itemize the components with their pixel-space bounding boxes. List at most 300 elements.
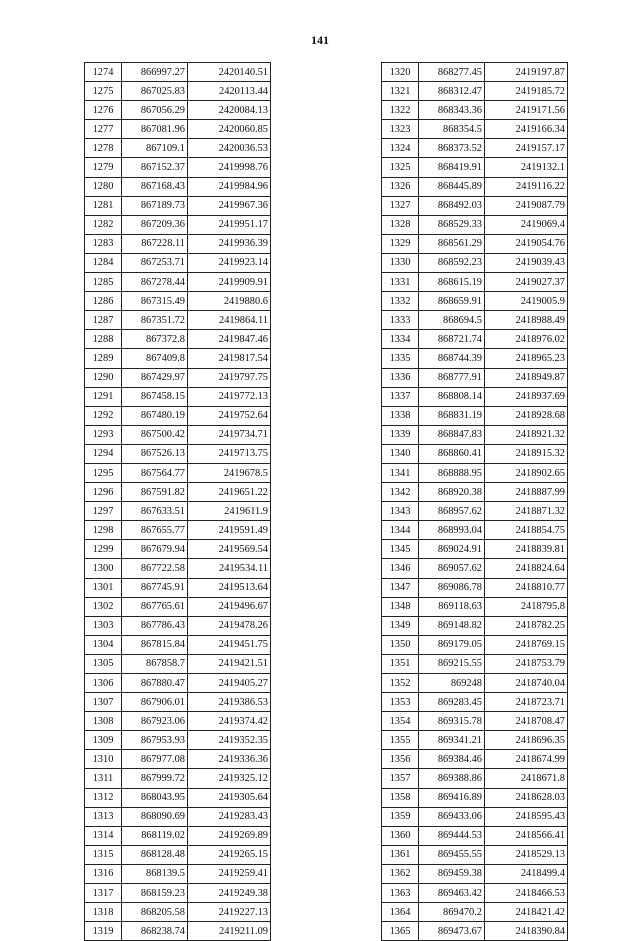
- x-coordinate-cell: 869057.62: [419, 559, 485, 578]
- point-number-cell: 1355: [382, 731, 419, 750]
- table-row: [382, 158, 568, 177]
- table-row: [85, 769, 271, 788]
- point-number-cell: 1331: [382, 273, 419, 292]
- table-row: [85, 654, 271, 673]
- table-row: [85, 884, 271, 903]
- x-coordinate-cell: 868561.29: [419, 234, 485, 253]
- x-coordinate-cell: 868744.39: [419, 349, 485, 368]
- table-row: [382, 101, 568, 120]
- table-row: [382, 807, 568, 826]
- point-number-cell: 1362: [382, 864, 419, 883]
- point-number-cell: 1339: [382, 425, 419, 444]
- x-coordinate-cell: 867315.49: [122, 292, 188, 311]
- table-row: [382, 425, 568, 444]
- point-number-cell: 1315: [85, 845, 122, 864]
- point-number-cell: 1332: [382, 292, 419, 311]
- x-coordinate-cell: 869388.86: [419, 769, 485, 788]
- table-row: [85, 234, 271, 253]
- table-row: [85, 425, 271, 444]
- table-row: [85, 82, 271, 101]
- point-number-cell: 1334: [382, 330, 419, 349]
- x-coordinate-cell: 868888.95: [419, 463, 485, 482]
- x-coordinate-cell: 868419.91: [419, 158, 485, 177]
- table-row: [382, 540, 568, 559]
- point-number-cell: 1309: [85, 731, 122, 750]
- y-coordinate-cell: 2418976.02: [485, 330, 568, 349]
- point-number-cell: 1322: [382, 101, 419, 120]
- table-row: [85, 463, 271, 482]
- x-coordinate-cell: 868694.5: [419, 311, 485, 330]
- x-coordinate-cell: 867458.15: [122, 387, 188, 406]
- table-row: [85, 139, 271, 158]
- table-row: [85, 253, 271, 272]
- point-number-cell: 1296: [85, 483, 122, 502]
- table-row: [85, 807, 271, 826]
- y-coordinate-cell: 2418887.99: [485, 483, 568, 502]
- x-coordinate-cell: 867564.77: [122, 463, 188, 482]
- table-row: [85, 712, 271, 731]
- y-coordinate-cell: 2419157.17: [485, 139, 568, 158]
- y-coordinate-cell: 2419421.51: [188, 654, 271, 673]
- table-row: [382, 731, 568, 750]
- table-row: [85, 349, 271, 368]
- x-coordinate-cell: 868529.33: [419, 215, 485, 234]
- point-number-cell: 1276: [85, 101, 122, 120]
- y-coordinate-cell: 2419325.12: [188, 769, 271, 788]
- point-number-cell: 1275: [85, 82, 122, 101]
- point-number-cell: 1343: [382, 502, 419, 521]
- table-row: [382, 845, 568, 864]
- table-row: [382, 769, 568, 788]
- point-number-cell: 1327: [382, 196, 419, 215]
- x-coordinate-cell: 869248: [419, 674, 485, 693]
- table-row: [382, 196, 568, 215]
- x-coordinate-cell: 867858.7: [122, 654, 188, 673]
- table-row: [85, 483, 271, 502]
- y-coordinate-cell: 2419283.43: [188, 807, 271, 826]
- table-row: [382, 559, 568, 578]
- x-coordinate-cell: 868957.62: [419, 502, 485, 521]
- x-coordinate-cell: 867056.29: [122, 101, 188, 120]
- x-coordinate-cell: 867228.11: [122, 234, 188, 253]
- x-coordinate-cell: 867253.71: [122, 253, 188, 272]
- table-row: [85, 750, 271, 769]
- table-row: [382, 253, 568, 272]
- y-coordinate-cell: 2419386.53: [188, 693, 271, 712]
- y-coordinate-cell: 2419249.38: [188, 884, 271, 903]
- point-number-cell: 1293: [85, 425, 122, 444]
- y-coordinate-cell: 2420036.53: [188, 139, 271, 158]
- y-coordinate-cell: 2418595.43: [485, 807, 568, 826]
- x-coordinate-cell: 866997.27: [122, 63, 188, 82]
- point-number-cell: 1301: [85, 578, 122, 597]
- x-coordinate-cell: 867500.42: [122, 425, 188, 444]
- table-row: [382, 273, 568, 292]
- y-coordinate-cell: 2419069.4: [485, 215, 568, 234]
- x-coordinate-cell: 869148.82: [419, 616, 485, 635]
- point-number-cell: 1358: [382, 788, 419, 807]
- point-number-cell: 1308: [85, 712, 122, 731]
- point-number-cell: 1306: [85, 674, 122, 693]
- y-coordinate-cell: 2418529.13: [485, 845, 568, 864]
- x-coordinate-cell: 867880.47: [122, 674, 188, 693]
- point-number-cell: 1350: [382, 635, 419, 654]
- table-row: [382, 368, 568, 387]
- y-coordinate-cell: 2419678.5: [188, 463, 271, 482]
- y-coordinate-cell: 2419909.91: [188, 273, 271, 292]
- y-coordinate-cell: 2419132.1: [485, 158, 568, 177]
- x-coordinate-cell: 869086.78: [419, 578, 485, 597]
- y-coordinate-cell: 2419880.6: [188, 292, 271, 311]
- point-number-cell: 1360: [382, 826, 419, 845]
- y-coordinate-cell: 2419817.54: [188, 349, 271, 368]
- y-coordinate-cell: 2418466.53: [485, 884, 568, 903]
- point-number-cell: 1363: [382, 884, 419, 903]
- x-coordinate-cell: 869215.55: [419, 654, 485, 673]
- y-coordinate-cell: 2419039.43: [485, 253, 568, 272]
- x-coordinate-cell: 867745.91: [122, 578, 188, 597]
- x-coordinate-cell: 868373.52: [419, 139, 485, 158]
- x-coordinate-cell: 869473.67: [419, 922, 485, 941]
- table-row: [85, 502, 271, 521]
- y-coordinate-cell: 2420060.85: [188, 120, 271, 139]
- table-row: [85, 616, 271, 635]
- table-row: [85, 120, 271, 139]
- x-coordinate-cell: 868445.89: [419, 177, 485, 196]
- x-coordinate-cell: 869444.53: [419, 826, 485, 845]
- table-row: [382, 712, 568, 731]
- y-coordinate-cell: 2419166.34: [485, 120, 568, 139]
- y-coordinate-cell: 2419352.35: [188, 731, 271, 750]
- point-number-cell: 1361: [382, 845, 419, 864]
- y-coordinate-cell: 2418949.87: [485, 368, 568, 387]
- point-number-cell: 1365: [382, 922, 419, 941]
- point-number-cell: 1311: [85, 769, 122, 788]
- point-number-cell: 1305: [85, 654, 122, 673]
- point-number-cell: 1354: [382, 712, 419, 731]
- x-coordinate-cell: 869470.2: [419, 903, 485, 922]
- point-number-cell: 1304: [85, 635, 122, 654]
- y-coordinate-cell: 2419713.75: [188, 444, 271, 463]
- x-coordinate-cell: 867189.73: [122, 196, 188, 215]
- y-coordinate-cell: 2418871.32: [485, 502, 568, 521]
- y-coordinate-cell: 2420140.51: [188, 63, 271, 82]
- x-coordinate-cell: 867209.36: [122, 215, 188, 234]
- x-coordinate-cell: 868238.74: [122, 922, 188, 941]
- table-row: [85, 444, 271, 463]
- point-number-cell: 1295: [85, 463, 122, 482]
- y-coordinate-cell: 2418674.99: [485, 750, 568, 769]
- table-row: [85, 731, 271, 750]
- table-row: [85, 903, 271, 922]
- x-coordinate-cell: 869463.42: [419, 884, 485, 903]
- point-number-cell: 1279: [85, 158, 122, 177]
- point-number-cell: 1287: [85, 311, 122, 330]
- x-coordinate-cell: 868277.45: [419, 63, 485, 82]
- y-coordinate-cell: 2419197.87: [485, 63, 568, 82]
- x-coordinate-cell: 867923.06: [122, 712, 188, 731]
- table-row: [382, 330, 568, 349]
- point-number-cell: 1341: [382, 463, 419, 482]
- x-coordinate-cell: 867765.61: [122, 597, 188, 616]
- x-coordinate-cell: 867906.01: [122, 693, 188, 712]
- point-number-cell: 1325: [382, 158, 419, 177]
- point-number-cell: 1291: [85, 387, 122, 406]
- table-row: [85, 826, 271, 845]
- y-coordinate-cell: 2418824.64: [485, 559, 568, 578]
- table-row: [85, 597, 271, 616]
- x-coordinate-cell: 868119.02: [122, 826, 188, 845]
- table-row: [382, 750, 568, 769]
- table-row: [382, 387, 568, 406]
- y-coordinate-cell: 2419998.76: [188, 158, 271, 177]
- y-coordinate-cell: 2419734.71: [188, 425, 271, 444]
- x-coordinate-cell: 868312.47: [419, 82, 485, 101]
- y-coordinate-cell: 2418753.79: [485, 654, 568, 673]
- point-number-cell: 1300: [85, 559, 122, 578]
- x-coordinate-cell: 867999.72: [122, 769, 188, 788]
- table-row: [85, 864, 271, 883]
- table-row: [382, 63, 568, 82]
- point-number-cell: 1316: [85, 864, 122, 883]
- table-row: [382, 234, 568, 253]
- y-coordinate-cell: 2419269.89: [188, 826, 271, 845]
- x-coordinate-cell: 867953.93: [122, 731, 188, 750]
- y-coordinate-cell: 2419405.27: [188, 674, 271, 693]
- coordinate-table-right: [381, 62, 568, 941]
- x-coordinate-cell: 867168.43: [122, 177, 188, 196]
- point-number-cell: 1292: [85, 406, 122, 425]
- point-number-cell: 1338: [382, 406, 419, 425]
- point-number-cell: 1323: [382, 120, 419, 139]
- x-coordinate-cell: 868860.41: [419, 444, 485, 463]
- table-row: [382, 139, 568, 158]
- x-coordinate-cell: 868808.14: [419, 387, 485, 406]
- point-number-cell: 1335: [382, 349, 419, 368]
- table-row: [85, 521, 271, 540]
- table-row: [382, 597, 568, 616]
- page-number: 141: [311, 33, 329, 47]
- table-row: [382, 82, 568, 101]
- y-coordinate-cell: 2420113.44: [188, 82, 271, 101]
- table-row: [382, 177, 568, 196]
- table-row: [85, 158, 271, 177]
- y-coordinate-cell: 2418839.81: [485, 540, 568, 559]
- x-coordinate-cell: 867109.1: [122, 139, 188, 158]
- table-row: [382, 406, 568, 425]
- point-number-cell: 1333: [382, 311, 419, 330]
- table-row: [382, 616, 568, 635]
- point-number-cell: 1329: [382, 234, 419, 253]
- table-row: [85, 578, 271, 597]
- point-number-cell: 1286: [85, 292, 122, 311]
- point-number-cell: 1307: [85, 693, 122, 712]
- table-row: [382, 578, 568, 597]
- x-coordinate-cell: 867081.96: [122, 120, 188, 139]
- y-coordinate-cell: 2419054.76: [485, 234, 568, 253]
- y-coordinate-cell: 2419984.96: [188, 177, 271, 196]
- point-number-cell: 1340: [382, 444, 419, 463]
- point-number-cell: 1313: [85, 807, 122, 826]
- table-row: [85, 559, 271, 578]
- point-number-cell: 1357: [382, 769, 419, 788]
- y-coordinate-cell: 2418708.47: [485, 712, 568, 731]
- x-coordinate-cell: 867786.43: [122, 616, 188, 635]
- x-coordinate-cell: 869384.46: [419, 750, 485, 769]
- y-coordinate-cell: 2419211.09: [188, 922, 271, 941]
- table-row: [382, 120, 568, 139]
- y-coordinate-cell: 2418902.65: [485, 463, 568, 482]
- coordinate-table-left: [84, 62, 271, 941]
- point-number-cell: 1342: [382, 483, 419, 502]
- point-number-cell: 1288: [85, 330, 122, 349]
- point-number-cell: 1281: [85, 196, 122, 215]
- y-coordinate-cell: 2419265.15: [188, 845, 271, 864]
- y-coordinate-cell: 2418928.68: [485, 406, 568, 425]
- table-row: [382, 483, 568, 502]
- point-number-cell: 1312: [85, 788, 122, 807]
- y-coordinate-cell: 2418769.15: [485, 635, 568, 654]
- x-coordinate-cell: 867655.77: [122, 521, 188, 540]
- y-coordinate-cell: 2419752.64: [188, 406, 271, 425]
- point-number-cell: 1317: [85, 884, 122, 903]
- y-coordinate-cell: 2419259.41: [188, 864, 271, 883]
- y-coordinate-cell: 2419936.39: [188, 234, 271, 253]
- table-row: [85, 368, 271, 387]
- x-coordinate-cell: 869341.21: [419, 731, 485, 750]
- table-row: [85, 63, 271, 82]
- y-coordinate-cell: 2420084.13: [188, 101, 271, 120]
- x-coordinate-cell: 867429.97: [122, 368, 188, 387]
- table-row: [382, 215, 568, 234]
- y-coordinate-cell: 2418723.71: [485, 693, 568, 712]
- table-row: [85, 196, 271, 215]
- table-row: [382, 693, 568, 712]
- table-row: [85, 845, 271, 864]
- x-coordinate-cell: 868043.95: [122, 788, 188, 807]
- x-coordinate-cell: 867722.58: [122, 559, 188, 578]
- x-coordinate-cell: 867526.13: [122, 444, 188, 463]
- table-row: [85, 101, 271, 120]
- point-number-cell: 1330: [382, 253, 419, 272]
- point-number-cell: 1303: [85, 616, 122, 635]
- x-coordinate-cell: 867977.08: [122, 750, 188, 769]
- y-coordinate-cell: 2418421.42: [485, 903, 568, 922]
- point-number-cell: 1310: [85, 750, 122, 769]
- y-coordinate-cell: 2418915.32: [485, 444, 568, 463]
- y-coordinate-cell: 2418854.75: [485, 521, 568, 540]
- y-coordinate-cell: 2419534.11: [188, 559, 271, 578]
- x-coordinate-cell: 869416.89: [419, 788, 485, 807]
- table-row: [85, 273, 271, 292]
- point-number-cell: 1346: [382, 559, 419, 578]
- y-coordinate-cell: 2419305.64: [188, 788, 271, 807]
- x-coordinate-cell: 869455.55: [419, 845, 485, 864]
- table-row: [382, 502, 568, 521]
- table-row: [382, 349, 568, 368]
- point-number-cell: 1351: [382, 654, 419, 673]
- point-number-cell: 1352: [382, 674, 419, 693]
- x-coordinate-cell: 867480.19: [122, 406, 188, 425]
- point-number-cell: 1297: [85, 502, 122, 521]
- y-coordinate-cell: 2419227.13: [188, 903, 271, 922]
- table-row: [85, 177, 271, 196]
- x-coordinate-cell: 868592.23: [419, 253, 485, 272]
- point-number-cell: 1298: [85, 521, 122, 540]
- y-coordinate-cell: 2418965.23: [485, 349, 568, 368]
- point-number-cell: 1277: [85, 120, 122, 139]
- table-row: [85, 540, 271, 559]
- x-coordinate-cell: 868721.74: [419, 330, 485, 349]
- y-coordinate-cell: 2419923.14: [188, 253, 271, 272]
- x-coordinate-cell: 868993.04: [419, 521, 485, 540]
- point-number-cell: 1345: [382, 540, 419, 559]
- point-number-cell: 1344: [382, 521, 419, 540]
- y-coordinate-cell: 2418782.25: [485, 616, 568, 635]
- x-coordinate-cell: 868128.48: [122, 845, 188, 864]
- table-row: [85, 311, 271, 330]
- y-coordinate-cell: 2419569.54: [188, 540, 271, 559]
- x-coordinate-cell: 867278.44: [122, 273, 188, 292]
- point-number-cell: 1336: [382, 368, 419, 387]
- point-number-cell: 1324: [382, 139, 419, 158]
- x-coordinate-cell: 867025.83: [122, 82, 188, 101]
- x-coordinate-cell: 868777.91: [419, 368, 485, 387]
- x-coordinate-cell: 867679.94: [122, 540, 188, 559]
- y-coordinate-cell: 2418628.03: [485, 788, 568, 807]
- x-coordinate-cell: 869283.45: [419, 693, 485, 712]
- x-coordinate-cell: 868831.19: [419, 406, 485, 425]
- table-row: [85, 330, 271, 349]
- y-coordinate-cell: 2419478.26: [188, 616, 271, 635]
- x-coordinate-cell: 868139.5: [122, 864, 188, 883]
- point-number-cell: 1347: [382, 578, 419, 597]
- y-coordinate-cell: 2418671.8: [485, 769, 568, 788]
- point-number-cell: 1353: [382, 693, 419, 712]
- point-number-cell: 1290: [85, 368, 122, 387]
- table-row: [382, 674, 568, 693]
- x-coordinate-cell: 869459.38: [419, 864, 485, 883]
- x-coordinate-cell: 867633.51: [122, 502, 188, 521]
- point-number-cell: 1280: [85, 177, 122, 196]
- y-coordinate-cell: 2419797.75: [188, 368, 271, 387]
- x-coordinate-cell: 867152.37: [122, 158, 188, 177]
- table-row: [85, 674, 271, 693]
- point-number-cell: 1356: [382, 750, 419, 769]
- table-row: [382, 826, 568, 845]
- x-coordinate-cell: 867815.84: [122, 635, 188, 654]
- point-number-cell: 1289: [85, 349, 122, 368]
- table-row: [382, 903, 568, 922]
- table-row: [382, 635, 568, 654]
- table-row: [382, 444, 568, 463]
- y-coordinate-cell: 2419513.64: [188, 578, 271, 597]
- table-row: [85, 693, 271, 712]
- y-coordinate-cell: 2419847.46: [188, 330, 271, 349]
- table-row: [382, 788, 568, 807]
- table-row: [85, 406, 271, 425]
- x-coordinate-cell: 868847.83: [419, 425, 485, 444]
- y-coordinate-cell: 2418566.41: [485, 826, 568, 845]
- x-coordinate-cell: 869118.63: [419, 597, 485, 616]
- point-number-cell: 1326: [382, 177, 419, 196]
- table-row: [382, 311, 568, 330]
- y-coordinate-cell: 2418795.8: [485, 597, 568, 616]
- point-number-cell: 1364: [382, 903, 419, 922]
- y-coordinate-cell: 2419951.17: [188, 215, 271, 234]
- point-number-cell: 1328: [382, 215, 419, 234]
- y-coordinate-cell: 2418696.35: [485, 731, 568, 750]
